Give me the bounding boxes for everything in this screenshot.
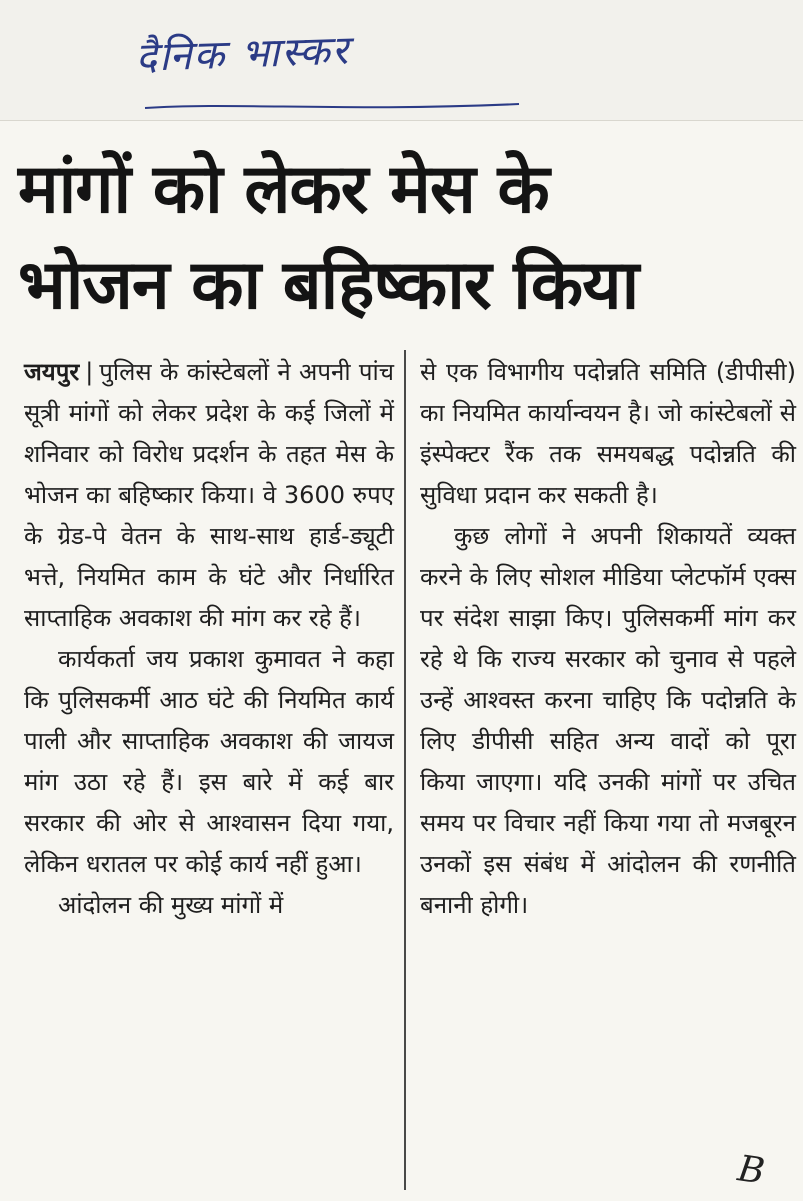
paragraph-1: [24, 352, 394, 639]
paragraph-4: से एक विभागीय पदोन्नति समिति (डीपीसी) का नियमित कार्यान्वयन है। जो कांस्टेबलों से इंस्पेक्टर रैंक तक समयबद्ध पदोन्नति की सुविधा प्रदान कर सकती है।: [420, 358, 796, 509]
paragraph-5: कुछ लोगों ने अपनी शिकायतें व्यक्त करने के लिए सोशल मीडिया प्लेटफॉर्म एक्स पर संदेश साझा किए। पुलिसकर्मी मांग कर रहे थे कि राज्य सरकार को चुनाव से पहले उन्हें आश्वस्त करना चाहिए कि पदोन्नति के लिए डीपीसी सहित अन्य वादों को पूरा किया जाएगा। यदि उनकी मांगों पर उचित समय पर विचार नहीं किया गया तो मजबूरन उनकों इस संबंध में आंदोलन की रणनीति बनानी होगी।: [420, 522, 796, 919]
paragraph-3: आंदोलन की मुख्य मांगों में: [58, 891, 284, 919]
masthead-title: दैनिक भास्कर: [134, 27, 351, 81]
handwritten-page-mark: B: [735, 1148, 768, 1193]
article-headline: [18, 142, 798, 334]
article-column-left: [24, 352, 394, 926]
headline-line-1: मांगों को लेकर मेस के: [18, 150, 549, 229]
dateline: जयपुर: [24, 358, 80, 386]
paragraph-2: कार्यकर्ता जय प्रकाश कुमावत ने कहा कि पुलिसकर्मी आठ घंटे की नियमित कार्य पाली और साप्ताहिक अवकाश की जायज मांग उठा रहे हैं। इस बारे में कई बार सरकार की ओर से आश्वासन दिया गया, लेकिन धरातल पर कोई कार्य नहीं हुआ।: [24, 645, 395, 878]
column-divider: [404, 350, 406, 1190]
dateline-separator: |: [85, 358, 94, 386]
paragraph-1-text: पुलिस के कांस्टेबलों ने अपनी पांच सूत्री मांगों को लेकर प्रदेश के कई जिलों में शनिवार को विरोध प्रदर्शन के तहत मेस के भोजन का बहिष्कार किया। वे 3600 रुपए के ग्रेड-पे वेतन के साथ-साथ हार्ड-ड्यूटी भत्ते, नियमित काम के घंटे और निर्धारित साप्ताहिक अवकाश की मांग कर रहे हैं।: [24, 358, 394, 632]
headline-line-2: भोजन का बहिष्कार किया: [18, 246, 639, 325]
handwritten-masthead: [134, 27, 555, 118]
masthead-underline: [143, 98, 523, 114]
article-column-right: [420, 352, 796, 926]
